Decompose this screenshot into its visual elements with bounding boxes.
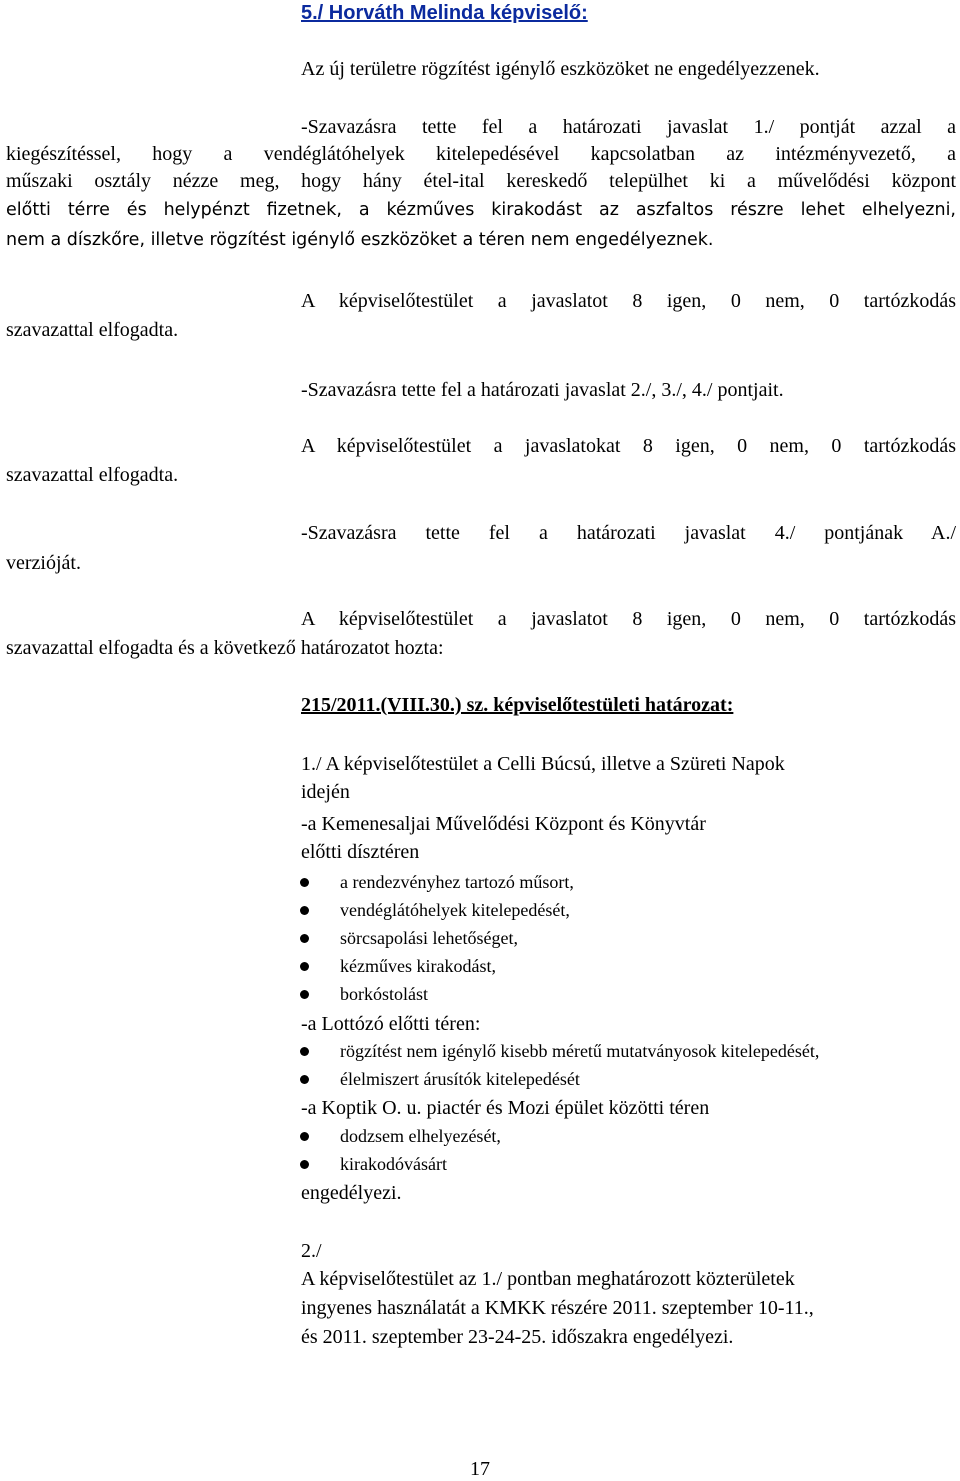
resolution-p1-line-2: idején <box>301 781 350 803</box>
resolution-loc1-line-2: előtti dísztéren <box>301 841 420 863</box>
vote3-line-1: A képviselőtestület a javaslatot 8 igen, 0 nem, 0 tartózkodás <box>301 608 956 630</box>
proposal1-line-1: -Szavazásra tette fel a határozati javaslat 1./ pontját azzal a <box>301 116 956 138</box>
proposal2-text: -Szavazásra tette fel a határozati javaslat 2./, 3./, 4./ pontjait. <box>301 379 784 401</box>
bullet-icon <box>300 1132 309 1141</box>
speaker-heading: 5./ Horváth Melinda képviselő: <box>301 2 588 24</box>
vote1-line-2: szavazattal elfogadta. <box>6 319 179 341</box>
proposal1-line-3: műszaki osztály nézze meg, hogy hány étel-ital kereskedő települhet ki a művelődési központ <box>6 170 956 192</box>
bullet-icon <box>300 962 309 971</box>
bullet-icon <box>300 1047 309 1056</box>
resolution-closing: engedélyezi. <box>301 1182 402 1204</box>
list-item: rögzítést nem igénylő kisebb méretű mutatványosok kitelepedését, <box>300 1040 819 1062</box>
list-item: kézműves kirakodást, <box>300 955 496 977</box>
resolution-p1-line-1: 1./ A képviselőtestület a Celli Búcsú, illetve a Szüreti Napok <box>301 753 785 775</box>
list-item: borkóstolást <box>300 983 428 1005</box>
resolution-loc1-line-1: -a Kemenesaljai Művelődési Központ és Könyvtár <box>301 813 706 835</box>
resolution-loc3: -a Koptik O. u. piactér és Mozi épület közötti téren <box>301 1097 710 1119</box>
resolution-p2-number: 2./ <box>301 1240 322 1262</box>
bullet-icon <box>300 934 309 943</box>
resolution-loc2: -a Lottózó előtti téren: <box>301 1013 481 1035</box>
vote2-line-1: A képviselőtestület a javaslatokat 8 igen, 0 nem, 0 tartózkodás <box>301 435 956 457</box>
bullet-icon <box>300 906 309 915</box>
bullet-icon <box>300 878 309 887</box>
proposal1-line-4: előtti térre és helypénzt fizetnek, a kézműves kirakodást az aszfaltos részre lehet elhelyezni, <box>6 200 956 220</box>
proposal3-line-1: -Szavazásra tette fel a határozati javaslat 4./ pontjának A./ <box>301 522 956 544</box>
bullet-icon <box>300 1075 309 1084</box>
resolution-p2-line-3: és 2011. szeptember 23-24-25. időszakra engedélyezi. <box>301 1326 734 1348</box>
proposal3-line-2: verzióját. <box>6 552 81 574</box>
vote1-line-1: A képviselőtestület a javaslatot 8 igen, 0 nem, 0 tartózkodás <box>301 290 956 312</box>
bullet-icon <box>300 990 309 999</box>
resolution-title: 215/2011.(VIII.30.) sz. képviselőtestületi határozat: <box>301 694 734 716</box>
list-item: a rendezvényhez tartozó műsort, <box>300 871 574 893</box>
bullet-icon <box>300 1160 309 1169</box>
resolution-p2-line-1: A képviselőtestület az 1./ pontban meghatározott közterületek <box>301 1268 795 1290</box>
vote3-line-2: szavazattal elfogadta és a következő határozatot hozta: <box>6 637 444 659</box>
list-item: dodzsem elhelyezését, <box>300 1125 501 1147</box>
list-item: vendéglátóhelyek kitelepedését, <box>300 899 570 921</box>
proposal1-line-5: nem a díszkőre, illetve rögzítést igénylő eszközöket a téren nem engedélyeznek. <box>6 230 714 250</box>
resolution-p2-line-2: ingyenes használatát a KMKK részére 2011. szeptember 10-11., <box>301 1297 814 1319</box>
list-item: kirakodóvásárt <box>300 1153 447 1175</box>
list-item: élelmiszert árusítók kitelepedését <box>300 1068 580 1090</box>
proposal1-line-2: kiegészítéssel, hogy a vendéglátóhelyek kitelepedésével kapcsolatban az intézményvezető, a <box>6 143 956 165</box>
page-number: 17 <box>470 1458 490 1480</box>
speaker-statement: Az új területre rögzítést igénylő eszközöket ne engedélyezzenek. <box>301 58 820 80</box>
list-item: sörcsapolási lehetőséget, <box>300 927 518 949</box>
vote2-line-2: szavazattal elfogadta. <box>6 464 179 486</box>
